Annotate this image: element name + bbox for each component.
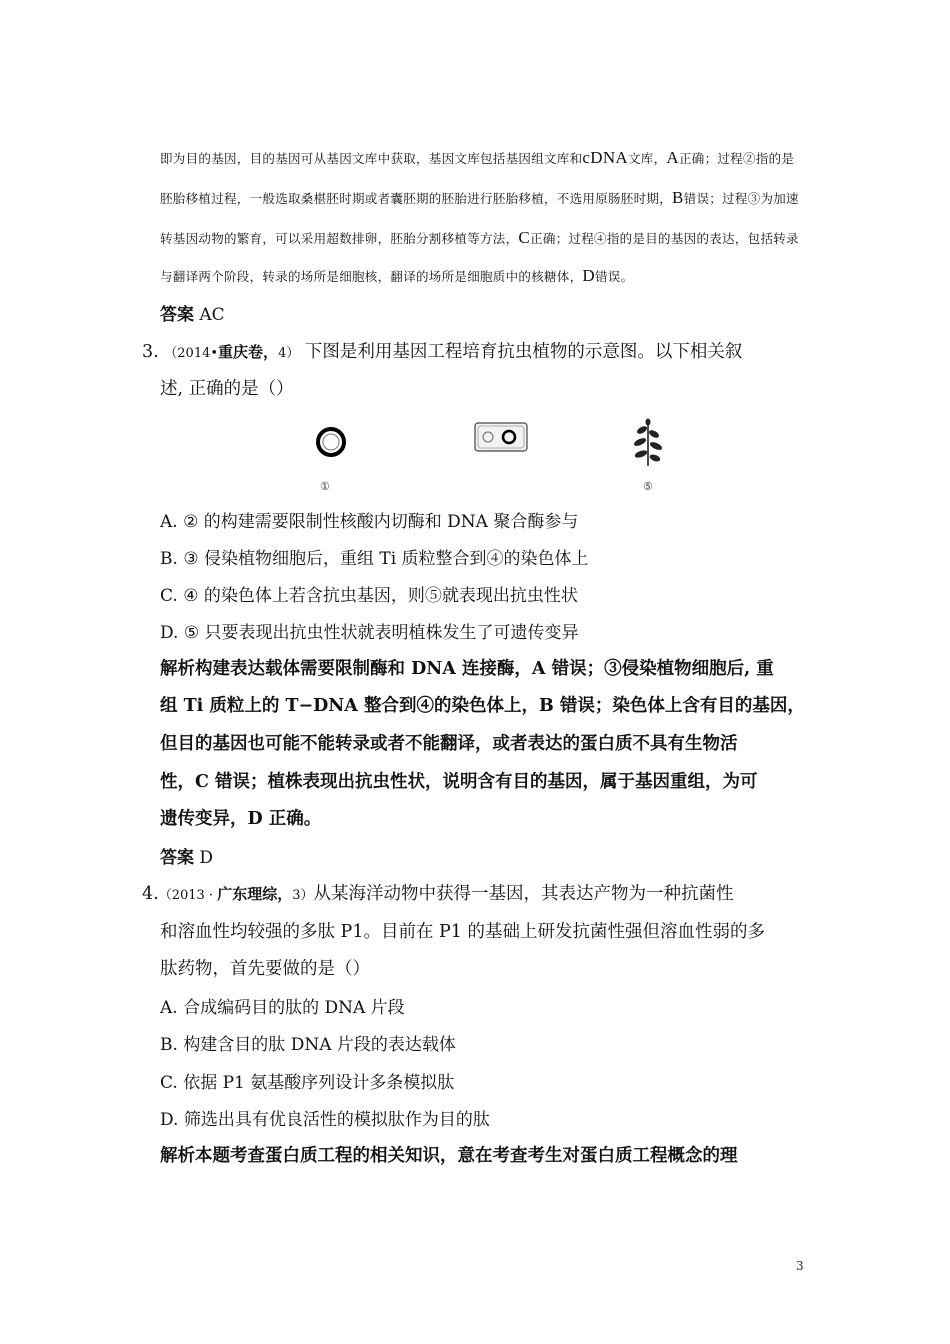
q4-option-d[interactable]: D. 筛选出具有优良活性的模拟肽作为目的肽	[160, 1110, 490, 1130]
q3-explanation-line-5: 遗传变异，D 正确。	[160, 809, 322, 829]
q3-stem-line-2: 述, 正确的是（）	[160, 379, 294, 399]
figure-label-1: ①	[320, 480, 330, 493]
q3-explanation-line-2: 组 Ti 质粒上的 T−DNA 整合到④的染色体上，B 错误；染色体上含有目的基因，	[160, 696, 805, 716]
prev-explanation-line-2: 胚胎移植过程，一般选取桑椹胚时期或者囊胚期的胚胎进行胚胎移植，不选用原肠胚时期，B错误；过程③为加速	[160, 188, 799, 207]
q3-explanation-line-3: 但目的基因也可能不能转录或者不能翻译，或者表达的蛋白质不具有生物活	[160, 734, 738, 754]
prev-explanation-line-1: 即为目的基因，目的基因可从基因文库中获取，基因文库包括基因组文库和cDNA文库，A正确；过程②指的是	[160, 148, 795, 167]
q3-option-c[interactable]: C. ④ 的染色体上若含抗虫基因，则⑤就表现出抗虫性状	[160, 586, 578, 606]
q4-stem-line-3: 肽药物，首先要做的是（）	[160, 959, 370, 979]
bacterium-icon	[475, 423, 527, 451]
q4-option-b[interactable]: B. 构建含目的肽 DNA 片段的表达载体	[160, 1035, 456, 1055]
answer-q2: 答案 AC	[160, 305, 225, 325]
q4-option-c[interactable]: C. 依据 P1 氨基酸序列设计多条模拟肽	[160, 1073, 455, 1093]
q4-option-a[interactable]: A. 合成编码目的肽的 DNA 片段	[160, 998, 405, 1018]
q4-explanation-line-1: 解析本题考查蛋白质工程的相关知识，意在考查考生对蛋白质工程概念的理	[160, 1146, 738, 1166]
answer-q3: 答案 D	[160, 848, 214, 868]
q3-option-a[interactable]: A. ② 的构建需要限制性核酸内切酶和 DNA 聚合酶参与	[160, 512, 579, 532]
q3-option-b[interactable]: B. ③ 侵染植物细胞后，重组 Ti 质粒整合到④的染色体上	[160, 549, 589, 569]
q3-explanation-line-1: 解析构建表达载体需要限制酶和 DNA 连接酶，A 错误；③侵染植物细胞后, 重	[160, 659, 774, 679]
q3-explanation-line-4: 性，C 错误；植株表现出抗虫性状，说明含有目的基因，属于基因重组，为可	[160, 772, 758, 792]
q3-option-d[interactable]: D. ⑤ 只要表现出抗虫性状就表明植株发生了可遗传变异	[160, 623, 579, 643]
prev-explanation-line-4: 与翻译两个阶段，转录的场所是细胞核，翻译的场所是细胞质中的核糖体，D错误。	[160, 266, 634, 285]
plasmid-icon	[318, 429, 344, 455]
q3-stem-line-1: 3. （2014•重庆卷，4） 下图是利用基因工程培育抗虫植物的示意图。以下相关叙	[142, 342, 743, 362]
plant-icon	[634, 419, 663, 466]
prev-explanation-line-3: 转基因动物的繁育，可以采用超数排卵，胚胎分割移植等方法，C正确；过程④指的是目的基因的表达，包括转录	[160, 228, 799, 247]
q4-stem-line-2: 和溶血性均较强的多肽 P1。目前在 P1 的基础上研发抗菌性强但溶血性弱的多	[160, 922, 766, 942]
gene-engineering-diagram	[310, 418, 690, 493]
page-number: 3	[796, 1259, 804, 1273]
q4-stem-line-1: 4.（2013 · 广东理综，3）从某海洋动物中获得一基因，其表达产物为一种抗菌性	[142, 884, 734, 904]
q3-figure	[310, 418, 690, 493]
figure-label-5: ⑤	[643, 480, 653, 493]
